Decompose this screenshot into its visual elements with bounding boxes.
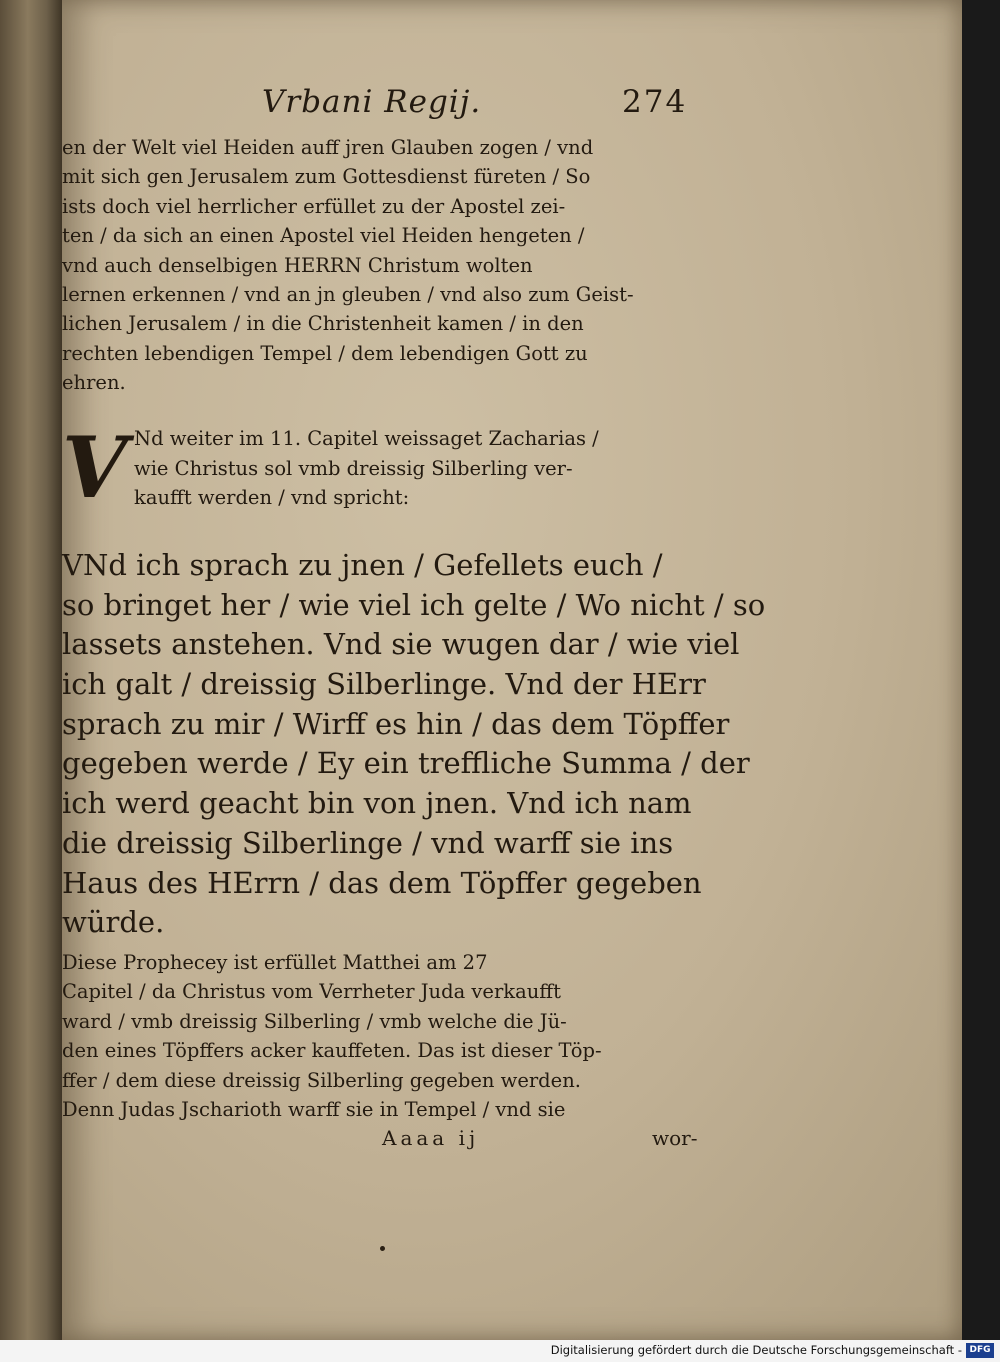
text-line: Haus des HErrn / das dem Töpffer gegeben [62, 865, 702, 900]
catchword: wor- [652, 1126, 698, 1150]
footer-credit: Digitalisierung gefördert durch die Deutsche Forschungsgemeinschaft - [550, 1343, 962, 1357]
paragraph-3 [62, 948, 712, 1124]
quotation-block [62, 546, 766, 943]
text-line: kaufft werden / vnd spricht: [134, 486, 410, 509]
paragraph-2 [62, 418, 722, 517]
text-line: Nd weiter im 11. Capitel weissaget Zacharias / [134, 427, 599, 450]
text-line: Denn Judas Jscharioth warff sie in Tempel / vnd sie [62, 1097, 566, 1121]
text-line: ists doch viel herrlicher erfüllet zu der Apostel zei- [62, 194, 566, 218]
text-line: vnd auch denselbigen HERRN Christum wolten [62, 253, 533, 277]
running-title: Vrbani Regij. [262, 84, 482, 120]
text-line: sprach zu mir / Wirff es hin / das dem Töpffer [62, 706, 730, 741]
text-line: so bringet her / wie viel ich gelte / Wo nicht / so [62, 587, 766, 622]
catchline [0, 1126, 1000, 1158]
text-line: ten / da sich an einen Apostel viel Heiden hengeten / [62, 224, 585, 248]
text-line: wie Christus sol vmb dreissig Silberling ver- [134, 456, 573, 480]
text-line: ffer / dem diese dreissig Silberling gegeben werden. [62, 1068, 581, 1092]
text-line: lernen erkennen / vnd an jn gleuben / vnd also zum Geist- [62, 282, 634, 306]
text-line: en der Welt viel Heiden auff jren Glauben zogen / vnd [62, 136, 594, 159]
text-line: lassets anstehen. Vnd sie wugen dar / wie viel [62, 627, 740, 662]
paragraph-1 [62, 133, 712, 398]
footer-bar [0, 1340, 1000, 1362]
text-line: VNd ich sprach zu jnen / Gefellets euch / [62, 548, 663, 582]
signature-mark: Aaaa ij [382, 1126, 480, 1150]
text-line: würde. [62, 905, 165, 940]
text-line: rechten lebendigen Tempel / dem lebendigen Gott zu [62, 341, 588, 365]
text-line: den eines Töpffers acker kauffeten. Das ist dieser Töp- [62, 1039, 602, 1063]
text-line: die dreissig Silberlinge / vnd warff sie ins [62, 825, 674, 860]
text-line: gegeben werde / Ey ein treffliche Summa / der [62, 746, 750, 781]
text-line: Diese Prophecey ist erfüllet Matthei am 27 [62, 951, 488, 974]
page-number: 274 [622, 84, 688, 120]
text-line: ich werd geacht bin von jnen. Vnd ich nam [62, 786, 692, 821]
text-line: lichen Jerusalem / in die Christenheit kamen / in den [62, 312, 584, 336]
decorated-initial: V [62, 418, 128, 517]
text-line: Capitel / da Christus vom Verrheter Juda verkaufft [62, 980, 561, 1004]
text-line: ich galt / dreissig Silberlinge. Vnd der HErr [62, 667, 706, 702]
page-header [0, 84, 1000, 128]
ink-speck [380, 1246, 385, 1251]
paragraph-2-body [134, 424, 599, 513]
text-line: mit sich gen Jerusalem zum Gottesdienst füreten / So [62, 165, 591, 189]
text-line: ward / vmb dreissig Silberling / vmb welche die Jü- [62, 1009, 567, 1033]
text-line: ehren. [62, 371, 126, 395]
dfg-logo-icon: DFG [966, 1343, 994, 1358]
